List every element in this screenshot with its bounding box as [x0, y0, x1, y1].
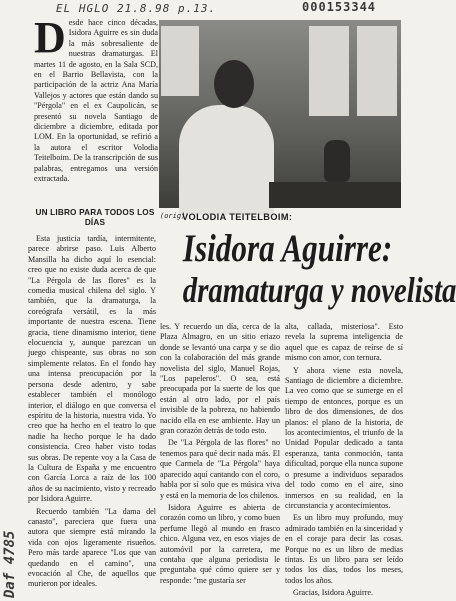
handwritten-date-note: EL HGLO 21.8.98 p.13. — [56, 2, 217, 15]
drop-cap: D — [34, 13, 66, 62]
handwritten-archive-code: 000153344 — [302, 0, 377, 14]
window-pane — [309, 26, 349, 116]
paragraph: Y ahora viene esta novela, Santiago de diciembre a diciembre. La veo como que se sumerge en el tiempo de entonces, porque es un libro de dos dimensiones, de dos planos: el plano de la historia, de los acontecimientos, el triunfo de la Unidad Popular dedicado a tanta esperanza, tanta conmoción, tanta dificultad, porque ella nunca supone o presume a individuos separados del todo como en el aire, sino inmersos en su realidad, en la circunstancia y acontecimientos. — [285, 365, 403, 510]
photo-credit-mark: (orig) — [160, 212, 186, 220]
article-column-3 — [285, 322, 403, 601]
article-column-2 — [160, 322, 280, 588]
paragraph: Recuerdo también "La dama del canasto", pareciera que fuera una autora que siempre está mirando la vida con ojos ligeramente risueños. Pero más tarde aparece "Los que van quedando en el camino", una evocación al Che, de aquellos que murieron por ideales. — [28, 506, 156, 589]
byline-row — [160, 212, 401, 225]
author-byline: VOLODIA TEITELBOIM: — [182, 212, 293, 222]
author-portrait-photo — [159, 20, 401, 208]
handwritten-side-note: Daf 4785 — [2, 530, 18, 598]
window-pane — [161, 26, 199, 96]
portrait-figure-head — [214, 60, 254, 108]
intro-text: esde hace cinco décadas, Isidora Aguirre es sin duda la más sobresaliente de nuestras dramaturgas. El martes 11 de agosto, en la Sala SCD, en el Barrio Bellavista, con la participación de la actriz Ana María Vallejos y actores que están dando su "Pérgola" en el ex Caupolicán, se presentó su novela Santiago de diciembre a diciembre, editada por LOM. En la oportunidad, se refirió a la autora el escritor Volodia Teitelboim. De la transcripción de sus palabras, entregamos una versión extractada. — [34, 18, 158, 184]
paragraph: Gracias, Isidora Aguirre. — [293, 588, 374, 598]
paragraph: les. Y recuerdo un día, cerca de la Plaza Almagro, en un sitio eriazo donde se levantó una carpa y se dio con la colaboración del más grande novelista del siglo, Manuel Rojas, "Los papeleros". O sea, está preocupada por la suerte de los que están al otro lado, por el país invisible de la pobreza, no habiendo nacido ella en ese ambiente. Hay un gran corazón detrás de todo esto. — [160, 322, 280, 436]
headline-line-1: Isidora Aguirre: — [182, 227, 393, 270]
paragraph: Esta justicia tardía, intermitente, parece abrirse paso. Luis Alberto Mansilla ha dicho aquí lo esencial: creo que no existe duda acerca de que "La Pérgola de las flores" es la comedia musical chilena del siglo. Y también, que la dramaturga, la coreógrafa versátil, es la más importante de nuestra escena. Tiene gracia, tiene dinamismo interior, tiene elocuencia y, aunque parezcan un juego chispeante, sus obras no son simplemente relatos. En el fondo hay una intensa preocupación por la persona desde adentro, y sabe establecer también el monólogo interior, el diálogo en que conversa el espíritu de la historia, nuestra vida. Yo creo que ha hecho en el teatro lo que nadie ha hecho porque le ha dado consistencia. Creo haber visto todas sus obras. De repente voy a la Casa de la Cultura de España y me encuentro con García Lorca a raíz de los 100 años de su nacimiento, visto y recreado por Isidora Aguirre. — [28, 234, 156, 504]
paragraph: Es un libro muy profundo, muy admirado también en la sinceridad y en el coraje para decir las cosas. Porque no es un libro de medias tintas. Es un libro para ser leído todos los días, todos los meses, todos los años. — [285, 513, 403, 585]
intro-paragraph — [34, 13, 158, 185]
section-subhead: UN LIBRO PARA TODOS LOS DÍAS — [35, 208, 155, 227]
portrait-figure-body — [179, 105, 274, 215]
paragraph: alta, callada, misteriosa". Esto revela la suprema inteligencia de aquel que es capaz de reírse de sí mismo con amor, con ternura. — [285, 322, 403, 363]
window-pane — [357, 26, 397, 116]
paragraph: Isidora Aguirre es abierta de corazón como un libro, y como buen perfume llegó al mundo en frasco chico. Alguna vez, en esos viajes de automóvil por la carretera, me contaba que alguna periodista le preguntaba qué cómo quiere ser y responde: "me gustaría ser — [160, 502, 280, 585]
vase-shape — [324, 140, 350, 182]
table-shape — [269, 182, 401, 208]
paragraph: De "La Pérgola de las flores" no tenemos para qué decir nada más. El que Carmela de "La Pérgola" haya aparecido aquí cantando con el coro, habla por sí solo que es música viva y está en la memoria de los chilenos. — [160, 438, 280, 500]
article-column-1 — [28, 234, 156, 592]
headline-line-2: dramaturga y novelista — [182, 270, 456, 310]
